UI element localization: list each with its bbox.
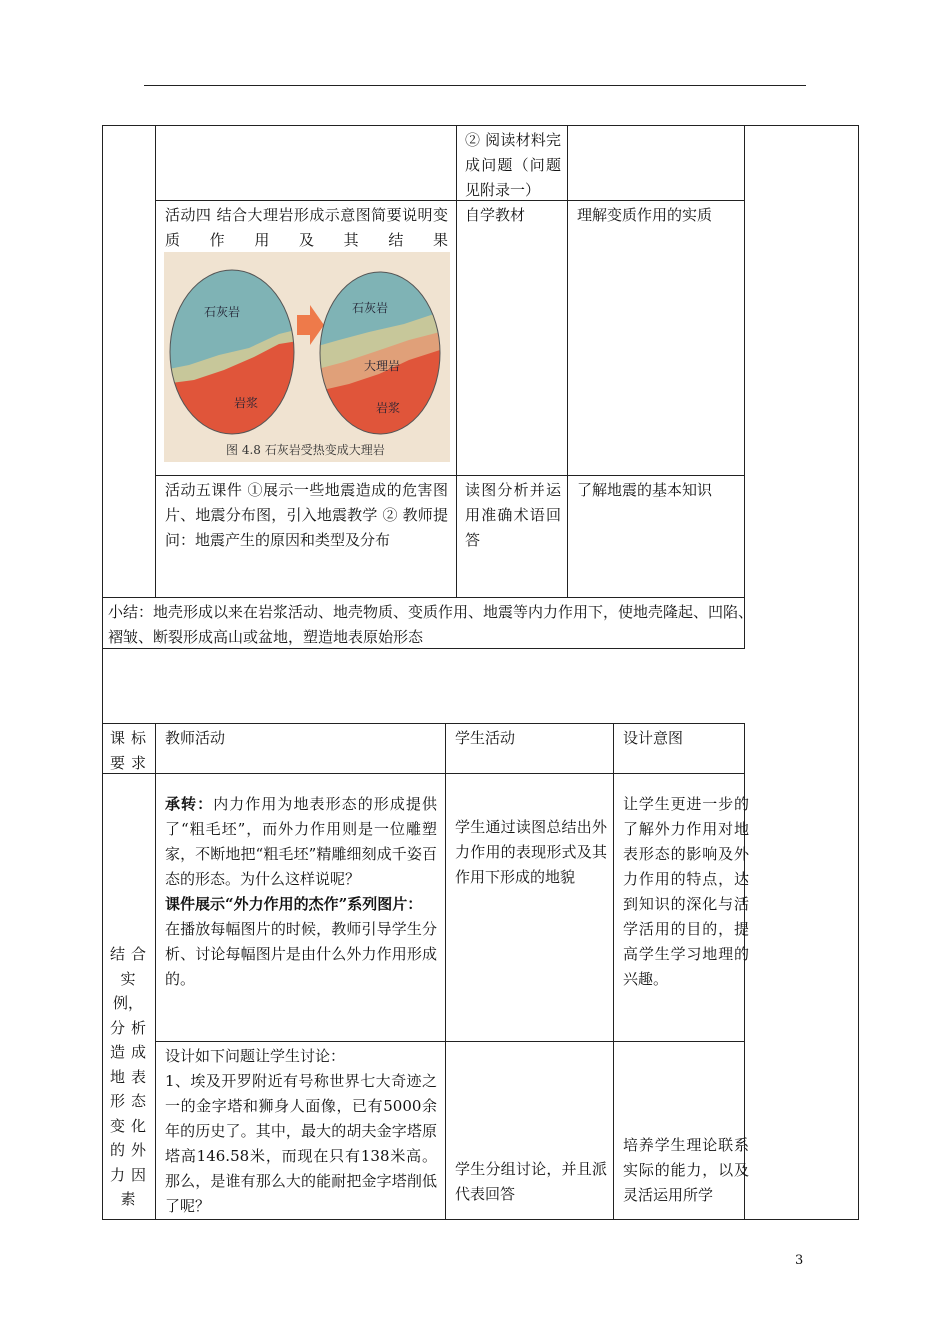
row1-design-intent: 让学生更进一步的了解外力作用对地表形态的影响及外力作用的特点，达到知识的深化与活学活用的目的，提高学生学习地理的兴趣。 xyxy=(623,795,749,988)
req-line: 实 xyxy=(120,969,136,988)
req-line: 力因 xyxy=(110,1165,146,1184)
req-line: 结合 xyxy=(110,945,146,963)
slideshow-text: 在播放每幅图片的时候，教师引导学生分析、讨论每幅图片是由什么外力作用形成的。 xyxy=(165,920,437,988)
table2-row-divider xyxy=(155,1041,745,1042)
table1-row3-activity: 活动五课件 ①展示一些地震造成的危害图片、地震分布图，引入地震教学 ② 教师提问：地震产生的原因和类型及分布 xyxy=(165,481,448,549)
table1-right-border xyxy=(744,125,745,648)
table1-row-line-1 xyxy=(155,200,745,201)
req-line: 变化 xyxy=(110,1116,146,1135)
table2-top-line xyxy=(102,723,745,724)
transition-label: 承转： xyxy=(165,795,214,813)
req-line: 形态 xyxy=(110,1092,146,1110)
table1-summary: 小结：地壳形成以来在岩浆活动、地壳物质、变质作用、地震等内力作用下，使地壳隆起、凹陷、褶皱、断裂形成高山或盆地，塑造地表原始形态 xyxy=(108,603,754,646)
slideshow-heading: 课件展示“外力作用的杰作”系列图片： xyxy=(165,895,423,913)
table1-row3-intent: 了解地震的基本知识 xyxy=(577,481,713,499)
table1-row1-student: ② 阅读材料完成问题（问题见附录一） xyxy=(465,131,561,199)
header-curriculum-req: 课标要求 xyxy=(110,729,146,772)
table1-col-divider-2 xyxy=(567,125,568,597)
label-marble-right: 大理岩 xyxy=(364,359,401,373)
header-design-intent: 设计意图 xyxy=(623,729,684,747)
req-line: 素 xyxy=(120,1190,136,1208)
table1-col-divider-1 xyxy=(456,125,457,597)
table2-col-divider-3 xyxy=(613,723,614,1220)
table1-row2-activity: 活动四 结合大理岩形成示意图简要说明变质作用及其结果 xyxy=(165,206,448,249)
label-magma-right: 岩浆 xyxy=(376,401,401,415)
after-ellipse xyxy=(314,252,450,452)
table2-col-divider-1 xyxy=(155,723,156,1220)
row2-student-activity: 学生分组讨论，并且派代表回答 xyxy=(455,1160,607,1203)
label-magma-left: 岩浆 xyxy=(234,396,259,410)
row2-design-intent: 培养学生理论联系实际的能力，以及灵活运用所学 xyxy=(623,1136,749,1204)
row1-teacher-activity xyxy=(165,792,437,992)
curriculum-req-text xyxy=(110,942,146,1212)
header-student-activity: 学生活动 xyxy=(455,729,516,747)
figure-caption: 图 4.8 石灰岩受热变成大理岩 xyxy=(226,443,385,457)
table1-row-line-2 xyxy=(155,475,745,476)
row1-student-activity: 学生通过读图总结出外力作用的表现形式及其作用下形成的地貌 xyxy=(455,818,607,886)
header-teacher-activity: 教师活动 xyxy=(165,729,226,747)
table1-row3-student: 读图分析并运用准确术语回答 xyxy=(465,481,561,549)
req-line: 例， xyxy=(112,994,143,1012)
arrow-icon xyxy=(297,305,324,345)
header-rule xyxy=(144,85,806,86)
table1-row2-student: 自学教材 xyxy=(465,206,526,224)
row2-teacher-activity: 设计如下问题让学生讨论： 1、埃及开罗附近有号称世界七大奇迹之一的金字塔和狮身人面像，已有5000余年的历史了。其中，最大的胡夫金字塔原塔高146.58米，而现在只有138米高。那么，是谁有那么大的能耐把金字塔削低了呢？ xyxy=(165,1047,437,1215)
marble-formation-svg xyxy=(164,252,450,462)
table2-header-bottom-line xyxy=(102,773,745,774)
label-limestone-right: 石灰岩 xyxy=(352,301,389,315)
req-line: 的外 xyxy=(110,1141,146,1159)
table1-row-line-3 xyxy=(102,597,745,598)
table1-row2-intent: 理解变质作用的实质 xyxy=(577,206,713,224)
before-ellipse xyxy=(164,252,304,452)
page-number: 3 xyxy=(795,1253,804,1268)
marble-formation-diagram xyxy=(164,252,450,462)
label-limestone-left: 石灰岩 xyxy=(204,305,241,319)
req-line: 分析 xyxy=(110,1018,146,1037)
transition-text: 内力作用为地表形态的形成提供了“粗毛坯”，而外力作用则是一位雕塑家，不断地把“粗毛坯”精雕细刻成千姿百态的形态。为什么这样说呢？ xyxy=(165,795,437,888)
table1-left-border xyxy=(155,125,156,597)
req-line: 地表 xyxy=(110,1067,146,1086)
table2-col-divider-2 xyxy=(445,723,446,1220)
req-line: 造成 xyxy=(110,1043,146,1061)
